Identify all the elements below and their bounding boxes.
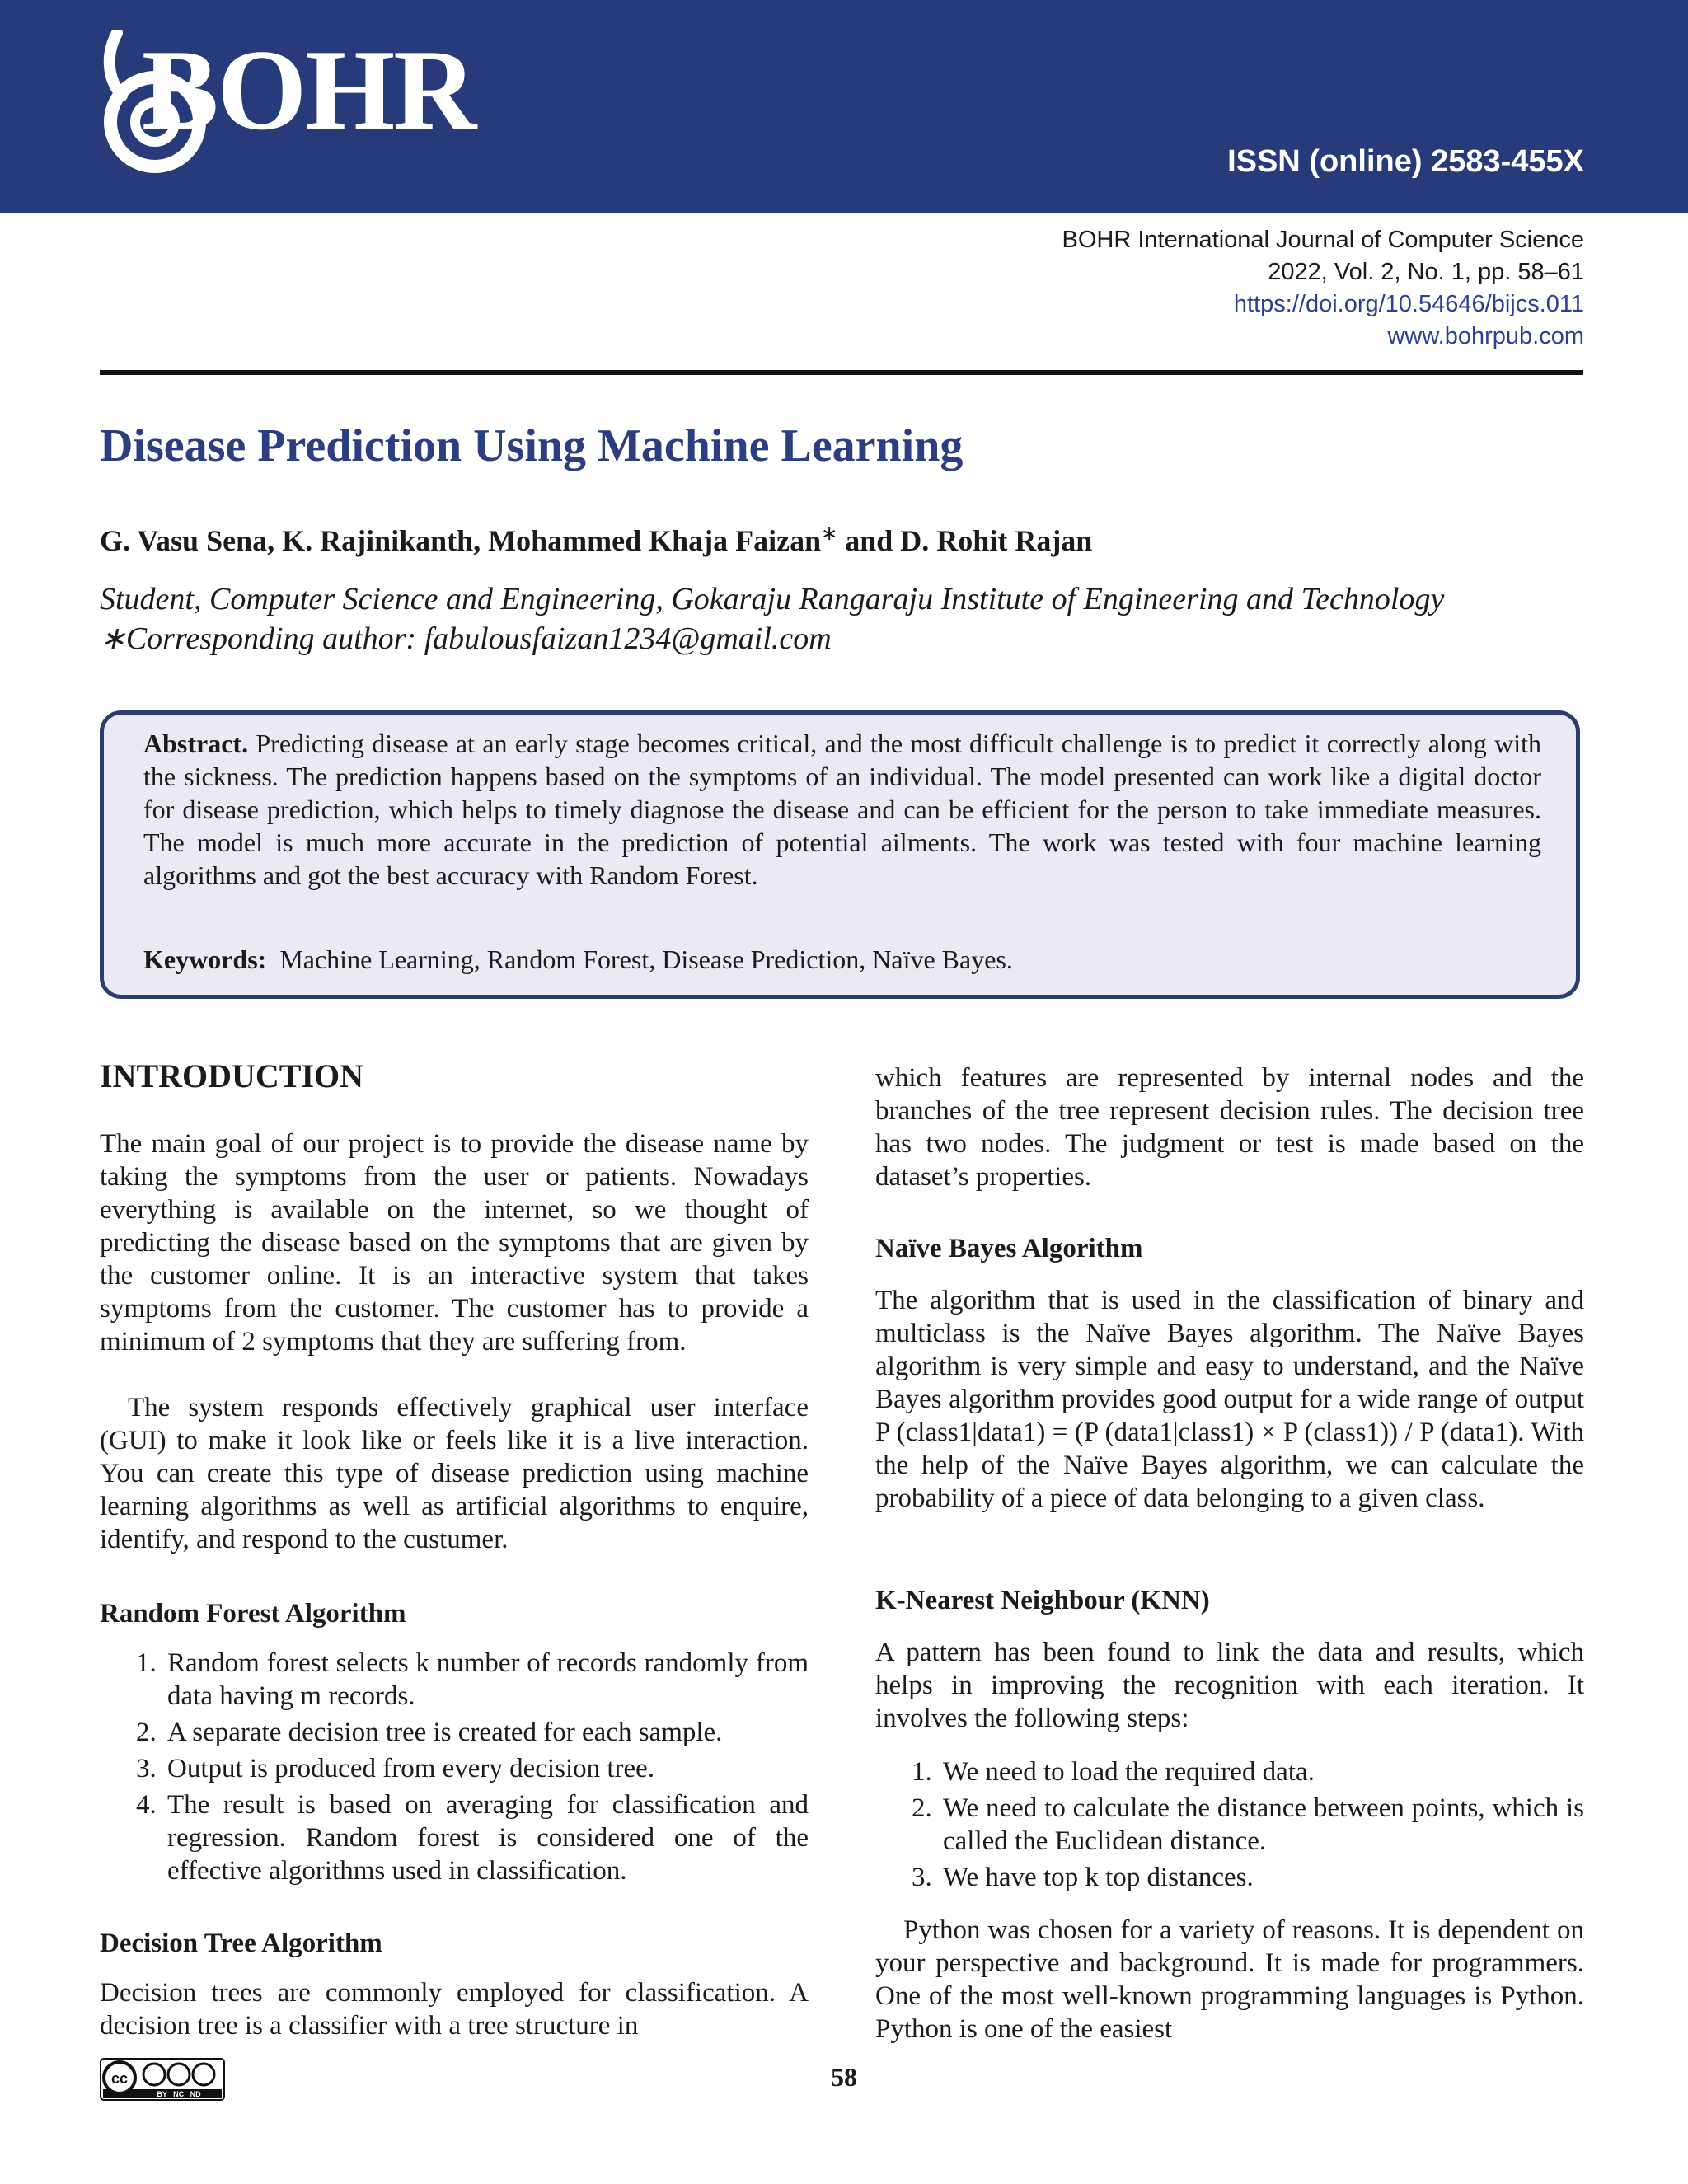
journal-name: BOHR International Journal of Computer Science: [1062, 227, 1584, 253]
list-item: [100, 1716, 809, 1749]
intro-paragraph-2: The system responds effectively graphical user interface (GUI) to make it look like or feels like it is a live interaction. You can create this type of disease prediction using machine learning algorithms as well as artificial algorithms to enquire, identify, and respond to the custumer.: [100, 1393, 809, 1554]
abstract-text: [143, 727, 1541, 892]
intro-paragraph-1: The main goal of our project is to provide the disease name by taking the symptoms from the user or patients. Nowadays everything is available on the internet, so we thought of predicting the disease based on the symptoms that are given by the customer online. It is an interactive system that takes symptoms from the customer. The customer has to provide a minimum of 2 symptoms that they are suffering from.: [100, 1129, 809, 1357]
authors-names: G. Vasu Sena, K. Rajinikanth, Mohammed Khaja Faizan: [100, 524, 822, 557]
journal-info: [1062, 224, 1584, 353]
list-text: A separate decision tree is created for each sample.: [167, 1718, 723, 1747]
page-number: 58: [831, 2062, 857, 2092]
issn-label: ISSN (online) 2583-455X: [1227, 144, 1584, 179]
knn-para-wrap: [875, 1636, 1584, 1735]
affiliation-block: [100, 579, 1444, 658]
rf-heading: Random Forest Algorithm: [100, 1599, 406, 1629]
doi-link[interactable]: https://doi.org/10.54646/bijcs.011: [1233, 291, 1584, 317]
header-divider: [100, 370, 1583, 375]
journal-volume: 2022, Vol. 2, No. 1, pp. 58–61: [1268, 259, 1584, 285]
dt-heading: Decision Tree Algorithm: [100, 1929, 382, 1958]
list-number: 2.: [912, 1793, 932, 1823]
keywords-line: [143, 943, 1541, 976]
logo-wordmark: BOHR: [142, 26, 476, 154]
license-text: BY NC ND: [157, 2090, 201, 2098]
rf-list: [100, 1647, 809, 1887]
list-text: The result is based on averaging for classification and regression. Random forest is considered one of the effective algorithms used in classification.: [167, 1790, 809, 1886]
list-item: [875, 1792, 1584, 1858]
knn-heading-wrap: [875, 1584, 1584, 1617]
knn-list-wrap: [875, 1755, 1584, 1897]
list-number: 4.: [136, 1790, 157, 1820]
nb-heading: Naïve Bayes Algorithm: [875, 1234, 1143, 1263]
keywords-value: Machine Learning, Random Forest, Disease Prediction, Naïve Bayes.: [266, 944, 1013, 974]
list-number: 2.: [136, 1718, 157, 1747]
list-text: Random forest selects k number of records randomly from data having m records.: [167, 1648, 809, 1711]
python-paragraph: Python was chosen for a variety of reasons. It is dependent on your perspective and background. It is made for programmers. One of the most well-known programming languages is Python. Python is one of the easiest: [875, 1915, 1584, 2044]
list-text: We need to load the required data.: [943, 1757, 1315, 1787]
nb-para-wrap: [875, 1284, 1584, 1515]
dt-cont-wrap: [875, 1062, 1584, 1193]
abstract-label: Abstract.: [143, 729, 249, 758]
nb-paragraph: The algorithm that is used in the classification of binary and multiclass is the Naïve Bayes algorithm. The Naïve Bayes algorithm is very simple and easy to understand, and the Naïve Bayes algorithm provides good output for a wide range of output P (class1|data1) = (P (data1|class1) × P (class1)) / P (data1). With the help of the Naïve Bayes algorithm, we can calculate the probability of a piece of data belonging to a given class.: [875, 1286, 1584, 1513]
author-list: [100, 515, 1092, 560]
list-number: 3.: [136, 1754, 157, 1783]
knn-heading: K-Nearest Neighbour (KNN): [875, 1586, 1210, 1615]
intro-heading-wrap: [100, 1057, 809, 1096]
corresponding-author: ∗Corresponding author: fabulousfaizan1234@gmail.com: [100, 621, 832, 656]
website-link[interactable]: www.bohrpub.com: [1387, 323, 1584, 349]
list-number: 1.: [136, 1648, 157, 1678]
intro-para-2: [100, 1391, 809, 1556]
intro-heading: INTRODUCTION: [100, 1057, 364, 1094]
list-item: [100, 1752, 809, 1785]
list-text: We have top k top distances.: [943, 1863, 1254, 1892]
knn-paragraph: A pattern has been found to link the data and results, which helps in improving the recognition with each iteration. It involves the following steps:: [875, 1638, 1584, 1733]
dt-paragraph: Decision trees are commonly employed for classification. A decision tree is a classifier with a tree structure in: [100, 1978, 809, 2041]
affiliation: Student, Computer Science and Engineering, Gokaraju Rangaraju Institute of Engineering and Technology: [100, 582, 1445, 616]
knn-list: [875, 1755, 1584, 1894]
corresponding-mark: ∗: [821, 523, 838, 545]
svg-text:cc: cc: [110, 2070, 129, 2087]
dt-para-wrap: [100, 1976, 809, 2042]
rf-heading-wrap: [100, 1597, 809, 1630]
list-item: [875, 1755, 1584, 1788]
list-text: We need to calculate the distance between points, which is called the Euclidean distance.: [943, 1793, 1584, 1856]
list-item: [100, 1647, 809, 1713]
abstract-body: Predicting disease at an early stage becomes critical, and the most difficult challenge is to predict it correctly along with the sickness. The prediction happens based on the symptoms of an individual. The model presented can work like a digital doctor for disease prediction, which helps to timely diagnose the disease and can be efficient for the person to take immediate measures. The model is much more accurate in the prediction of potential ailments. The work was tested with four machine learning algorithms and got the best accuracy with Random Forest.: [143, 729, 1541, 890]
dt-heading-wrap: [100, 1927, 809, 1960]
list-text: Output is produced from every decision tree.: [167, 1754, 655, 1783]
rf-list-wrap: [100, 1647, 809, 1891]
list-number: 3.: [912, 1863, 932, 1892]
dt-continued: which features are represented by internal nodes and the branches of the tree represent decision rules. The decision tree has two nodes. The judgment or test is made based on the dataset’s properties.: [875, 1063, 1584, 1192]
list-number: 1.: [912, 1757, 932, 1787]
nb-heading-wrap: [875, 1232, 1584, 1265]
list-item: [875, 1861, 1584, 1894]
intro-para-1: [100, 1127, 809, 1358]
list-item: [100, 1788, 809, 1887]
article-title: Disease Prediction Using Machine Learning: [100, 420, 964, 471]
authors-last: and D. Rohit Rajan: [837, 524, 1093, 557]
keywords-label: Keywords:: [143, 944, 267, 974]
py-para-wrap: [875, 1914, 1584, 2046]
